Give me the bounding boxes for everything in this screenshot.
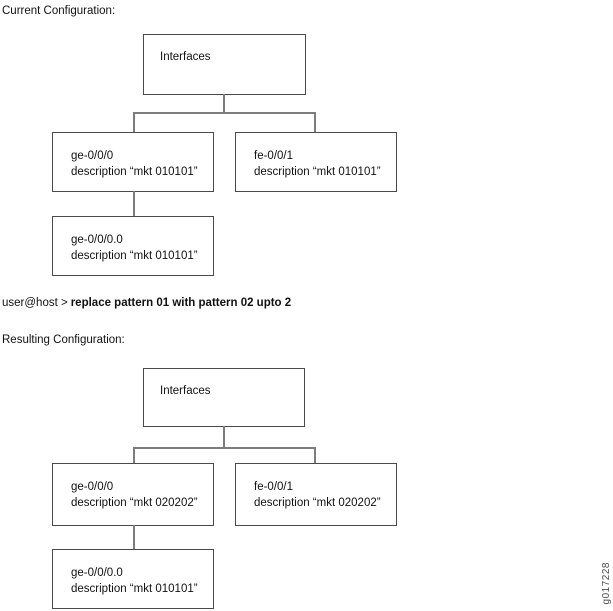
node-title: ge-0/0/0.0: [71, 567, 123, 579]
node-description: description “mkt 020202”: [71, 497, 198, 509]
current-configuration-label: Current Configuration:: [2, 5, 116, 17]
current-ge-unit-node: [52, 216, 214, 276]
connector-resulting-root-stem: [223, 426, 225, 448]
connector-resulting-crossbar: [133, 447, 316, 449]
connector-current-right-drop: [314, 112, 316, 133]
node-description: description “mkt 010101”: [71, 166, 198, 178]
connector-current-root-stem: [223, 94, 225, 113]
current-ge-node: [52, 132, 214, 192]
cli-command-text: replace pattern 01 with pattern 02 upto 2: [70, 297, 292, 309]
cli-prompt: user@host >: [2, 297, 68, 309]
connector-current-left-drop: [133, 112, 135, 133]
node-description: description “mkt 020202”: [254, 497, 381, 509]
resulting-configuration-label: Resulting Configuration:: [2, 334, 125, 346]
cli-command-line: [2, 297, 291, 309]
resulting-ge-unit-node: [52, 549, 214, 609]
node-title: Interfaces: [160, 51, 211, 63]
resulting-ge-node: [52, 463, 214, 526]
figure-id-label: g017228: [601, 561, 612, 604]
node-title: fe-0/0/1: [254, 481, 293, 493]
resulting-fe-node: [235, 463, 397, 526]
connector-current-crossbar: [133, 112, 316, 114]
node-title: ge-0/0/0: [71, 481, 114, 493]
node-description: description “mkt 010101”: [254, 166, 381, 178]
resulting-root-node: [143, 368, 305, 427]
current-root-node: [143, 34, 306, 95]
node-title: fe-0/0/1: [254, 150, 293, 162]
connector-resulting-left-drop: [133, 447, 135, 464]
node-title: ge-0/0/0: [71, 150, 114, 162]
connector-resulting-right-drop: [314, 447, 316, 464]
node-description: description “mkt 010101”: [71, 250, 198, 262]
node-title: ge-0/0/0.0: [71, 234, 123, 246]
connector-resulting-grandchild-stem: [133, 525, 135, 550]
node-description: description “mkt 010101”: [71, 583, 198, 595]
node-title: Interfaces: [160, 385, 211, 397]
current-fe-node: [235, 132, 397, 192]
connector-current-grandchild-stem: [133, 191, 135, 217]
